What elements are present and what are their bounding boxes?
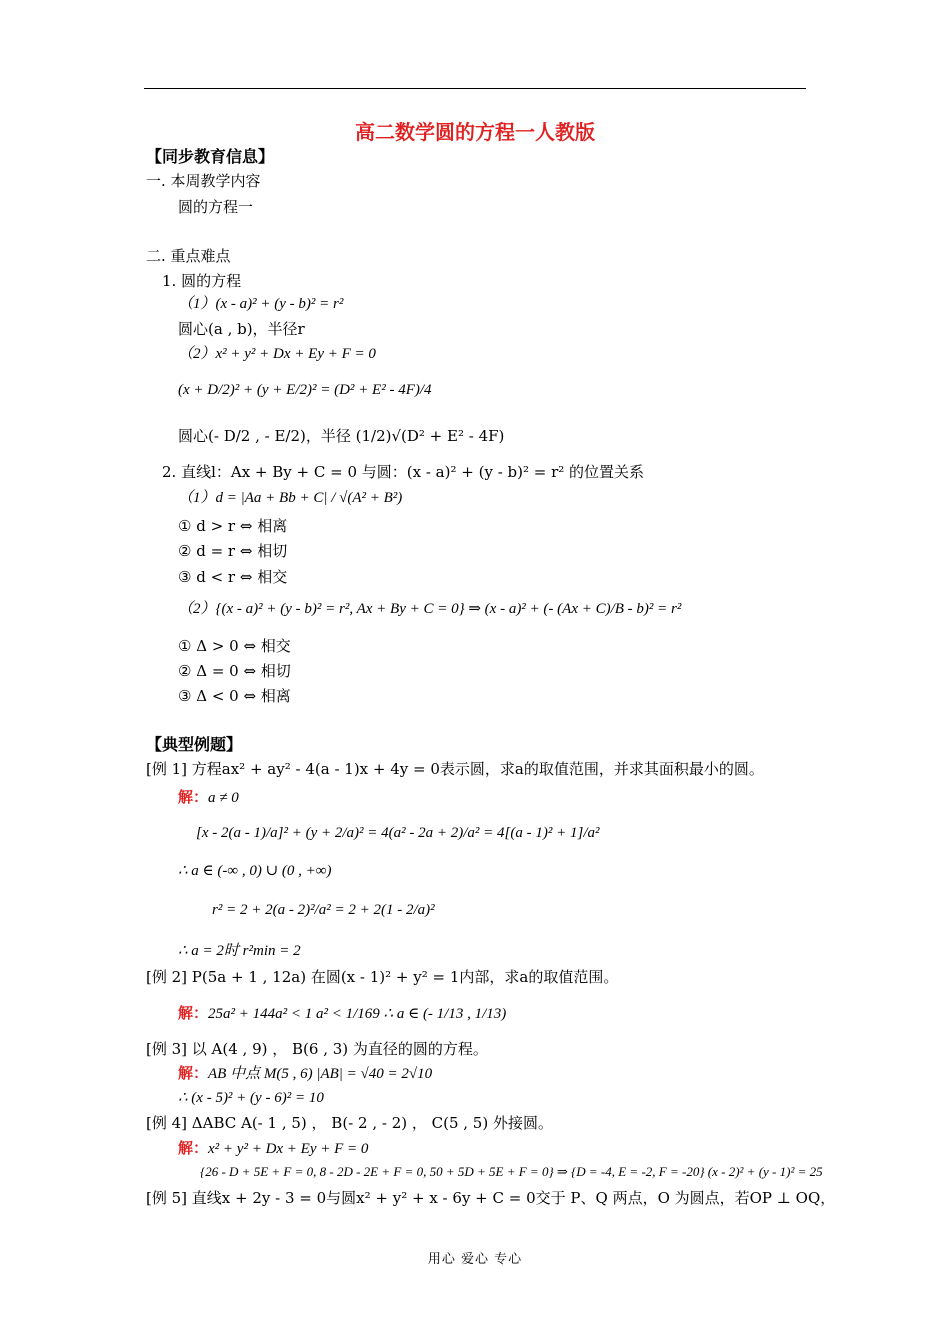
example-1: [例 1] 方程ax² + ay² - 4(a - 1)x + 4y = 0表示圆，求a的取值范围，并求其面积最小的圆。 xyxy=(146,760,764,778)
ex3-step-2: ∴ (x - 5)² + (y - 6)² = 10 xyxy=(178,1090,324,1106)
content-topic: 圆的方程一 xyxy=(178,198,254,216)
content-heading: 一. 本周教学内容 xyxy=(146,172,261,190)
system-substitution: （2）{(x - a)² + (y - b)² = r², Ax + By + C = 0} ⇒ (x - a)² + (- (Ax + C)/B - b)² = r² xyxy=(178,601,682,617)
example-2: [例 2] P(5a + 1 , 12a) 在圆(x - 1)² + y² = 1内部，求a的取值范围。 xyxy=(146,968,619,986)
case-separate: ① d > r ⇔ 相离 xyxy=(178,517,288,535)
ex1-step-5: ∴ a = 2时 r²min = 2 xyxy=(178,943,301,959)
delta-zero: ② Δ = 0 ⇔ 相切 xyxy=(178,662,291,680)
example-4: [例 4] ΔABC A(- 1 , 5) ， B(- 2 , - 2) ， C(5 , 5) 外接圆。 xyxy=(146,1114,553,1132)
ex2-step-1: 25a² + 144a² < 1 a² < 1/169 ∴ a ∈ (- 1/13 , 1/13) xyxy=(208,1006,507,1022)
case-intersect: ③ d < r ⇔ 相交 xyxy=(178,568,288,586)
solution-label: 解： xyxy=(178,788,209,806)
example-3: [例 3] 以 A(4 , 9) ， B(6 , 3) 为直径的圆的方程。 xyxy=(146,1040,488,1058)
ex4-step-1: x² + y² + Dx + Ey + F = 0 xyxy=(208,1141,369,1157)
header-rule xyxy=(144,88,806,89)
ex3-step-1: AB 中点 M(5 , 6) |AB| = √40 = 2√10 xyxy=(208,1066,433,1082)
ex1-step-4: r² = 2 + 2(a - 2)²/a² = 2 + 2(1 - 2/a)² xyxy=(212,902,435,918)
distance-formula: （1）d = |Aa + Bb + C| / √(A² + B²) xyxy=(178,490,403,506)
delta-negative: ③ Δ < 0 ⇔ 相离 xyxy=(178,687,291,705)
item-circle-equation: 1. 圆的方程 xyxy=(162,272,242,290)
key-points-heading: 二. 重点难点 xyxy=(146,247,231,265)
section-heading-sync: 【同步教育信息】 xyxy=(146,147,275,166)
delta-positive: ① Δ > 0 ⇔ 相交 xyxy=(178,637,291,655)
solution-label: 解： xyxy=(178,1004,209,1022)
ex4-step-2: {26 - D + 5E + F = 0, 8 - 2D - 2E + F = 0, 50 + 5D + 5E + F = 0} ⇒ {D = -4, E = -2, F = -20} (x - 2)² + (y - 1)² = 25 xyxy=(200,1164,823,1179)
page-footer: 用心 爱心 专心 xyxy=(427,1252,523,1267)
case-tangent: ② d = r ⇔ 相切 xyxy=(178,542,288,560)
solution-label: 解： xyxy=(178,1139,209,1157)
solution-label: 解： xyxy=(178,1064,209,1082)
general-form-center: 圆心(- D/2 , - E/2)，半径 (1/2)√(D² + E² - 4F) xyxy=(178,427,505,445)
standard-form: （1）(x - a)² + (y - b)² = r² xyxy=(178,296,344,312)
example-5: [例 5] 直线x + 2y - 3 = 0与圆x² + y² + x - 6y + C = 0交于 P、Q 两点，O 为圆点，若OP ⊥ OQ， xyxy=(146,1189,836,1207)
section-heading-examples: 【典型例题】 xyxy=(146,735,243,754)
ex1-step-3: ∴ a ∈ (-∞ , 0) ∪ (0 , +∞) xyxy=(178,863,332,879)
standard-form-center: 圆心(a , b)，半径r xyxy=(178,320,305,338)
page-title: 高二数学圆的方程一人教版 xyxy=(355,120,595,144)
general-form: （2）x² + y² + Dx + Ey + F = 0 xyxy=(178,346,376,362)
ex1-step-1: a ≠ 0 xyxy=(208,790,239,806)
ex1-step-2: [x - 2(a - 1)/a]² + (y + 2/a)² = 4(a² - 2a + 2)/a² = 4[(a - 1)² + 1]/a² xyxy=(196,825,600,841)
general-form-completed: (x + D/2)² + (y + E/2)² = (D² + E² - 4F)/4 xyxy=(178,382,432,398)
item-line-circle: 2. 直线l：Ax + By + C = 0 与圆：(x - a)² + (y - b)² = r² 的位置关系 xyxy=(162,463,645,481)
